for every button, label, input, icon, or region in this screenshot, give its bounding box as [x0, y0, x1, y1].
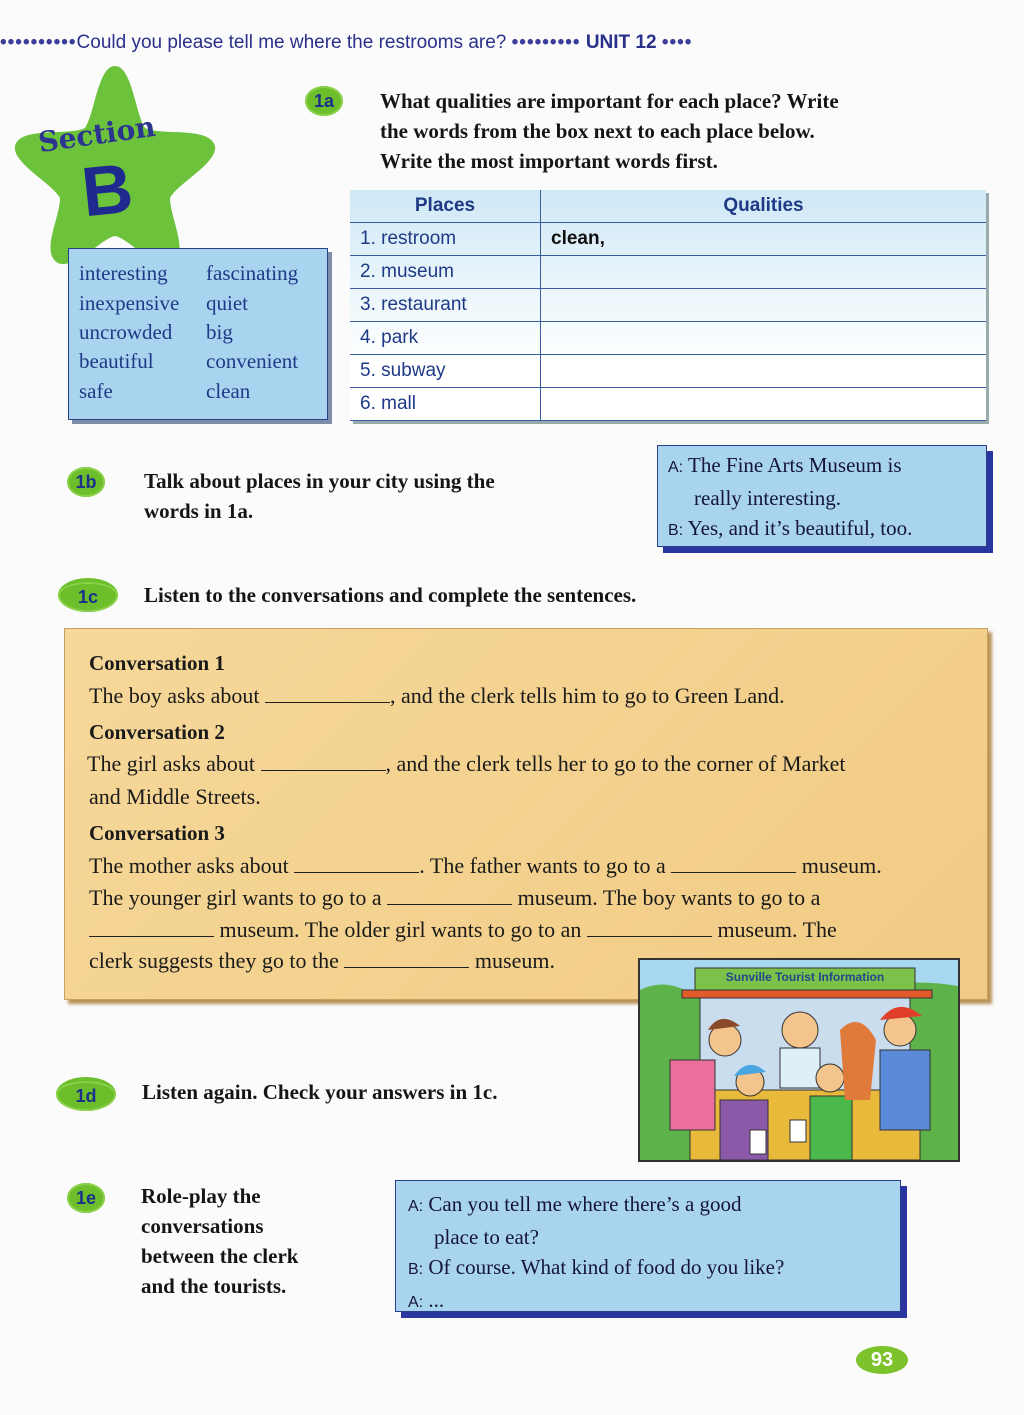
section-letter: B — [78, 148, 137, 232]
instruction-1e — [141, 1181, 381, 1301]
places-qualities-table — [350, 190, 986, 421]
tourist-information-illustration — [638, 958, 960, 1162]
section-word: Section — [36, 109, 158, 160]
place-cell: 5. subway — [350, 355, 541, 388]
table-row — [350, 289, 986, 322]
sentence-text: . The father wants to go to a — [419, 853, 666, 878]
sentence-text: museum. — [474, 948, 555, 973]
answer-blank[interactable] — [387, 886, 512, 905]
answer-blank[interactable] — [265, 684, 390, 703]
conversation-2-sentence — [87, 751, 846, 777]
word: convenient — [206, 349, 299, 373]
sentence-text: , and the clerk tells her to go to the corner of Market — [385, 751, 846, 776]
qualities-cell[interactable] — [541, 355, 987, 388]
dialog-line — [668, 513, 986, 546]
answer-blank[interactable] — [587, 918, 712, 937]
word: big — [206, 320, 233, 344]
place-cell: 2. museum — [350, 256, 541, 289]
answer-blank[interactable] — [294, 854, 419, 873]
speaker-label: A: — [668, 459, 684, 476]
column-header-places: Places — [350, 190, 541, 223]
dialog-box-1e — [395, 1180, 901, 1312]
sentence-text: The mother asks about — [89, 853, 289, 878]
conversation-1-sentence — [89, 683, 785, 709]
dialog-line: really interesting. — [694, 486, 841, 510]
word: beautiful — [79, 349, 154, 373]
speaker-label: A: — [408, 1198, 424, 1215]
exercise-badge-1b: 1b — [67, 467, 105, 497]
word-box — [68, 248, 328, 420]
table-row — [350, 388, 986, 421]
unit-label: UNIT 12 — [585, 32, 657, 53]
instruction-1b — [144, 466, 624, 526]
word: clean — [206, 379, 251, 403]
answer-blank[interactable] — [344, 949, 469, 968]
dialog-line: place to eat? — [434, 1225, 539, 1249]
table-row — [350, 322, 986, 355]
conversation-3-line-2 — [89, 885, 820, 911]
dialog-text: ... — [428, 1288, 445, 1312]
place-cell: 4. park — [350, 322, 541, 355]
speaker-label: A: — [408, 1294, 424, 1311]
dialog-text: The Fine Arts Museum is — [688, 453, 902, 477]
sentence-text: The girl asks about — [87, 751, 256, 776]
exercise-badge-1a: 1a — [305, 86, 343, 116]
dialog-line — [668, 450, 986, 483]
page-number: 93 — [856, 1346, 908, 1374]
word: inexpensive — [79, 291, 180, 315]
qualities-cell[interactable]: clean, — [541, 223, 987, 256]
answer-blank[interactable] — [261, 752, 386, 771]
instruction-line: Role-play the — [141, 1184, 261, 1208]
header-dots-mid: ••••••••• — [511, 32, 581, 53]
table-row — [350, 355, 986, 388]
word: safe — [79, 379, 113, 403]
instruction-1c: Listen to the conversations and complete the sentences. — [144, 583, 637, 607]
place-cell: 6. mall — [350, 388, 541, 421]
table-header-row — [350, 190, 986, 223]
word: uncrowded — [79, 320, 173, 344]
answer-blank[interactable] — [671, 854, 796, 873]
speaker-label: B: — [408, 1261, 424, 1278]
dialog-line — [408, 1285, 900, 1318]
instruction-1d: Listen again. Check your answers in 1c. — [142, 1080, 498, 1104]
word: interesting — [79, 261, 168, 285]
sentence-text: , and the clerk tells him to go to Green Land. — [389, 683, 785, 708]
header-dots-left: •••••••••• — [0, 32, 77, 53]
place-cell: 3. restaurant — [350, 289, 541, 322]
qualities-cell[interactable] — [541, 322, 987, 355]
sentence-text: The boy asks about — [89, 683, 260, 708]
exercise-badge-1e: 1e — [67, 1183, 105, 1213]
header-dots-right: •••• — [661, 32, 693, 53]
qualities-cell[interactable] — [541, 256, 987, 289]
place-cell: 1. restroom — [350, 223, 541, 256]
conversation-3-line-4 — [89, 948, 555, 974]
dialog-text: Yes, and it’s beautiful, too. — [687, 516, 913, 540]
conversation-1-title: Conversation 1 — [89, 651, 225, 675]
sentence-text: clerk suggests they go to the — [89, 948, 339, 973]
exercise-badge-1d: 1d — [56, 1077, 116, 1111]
instruction-line: Talk about places in your city using the — [144, 469, 495, 493]
conversation-2-title: Conversation 2 — [89, 720, 225, 744]
header-title: Could you please tell me where the restrooms are? — [76, 32, 507, 53]
answer-blank[interactable] — [89, 918, 214, 937]
table-row — [350, 223, 986, 256]
column-header-qualities: Qualities — [541, 190, 987, 223]
conversation-3-line-3 — [89, 917, 837, 943]
instruction-line: between the clerk — [141, 1244, 299, 1268]
instruction-line: and the tourists. — [141, 1274, 287, 1298]
instruction-line: the words from the box next to each place below. — [380, 119, 815, 143]
conversation-3-title: Conversation 3 — [89, 821, 225, 845]
word: quiet — [206, 291, 248, 315]
table-row — [350, 256, 986, 289]
dialog-text: Of course. What kind of food do you like? — [428, 1255, 785, 1279]
speaker-label: B: — [668, 522, 684, 539]
sentence-text: museum. The older girl wants to go to an — [219, 917, 582, 942]
conversation-box — [64, 628, 988, 1000]
sentence-text: museum. The — [717, 917, 837, 942]
instruction-line: Write the most important words first. — [380, 149, 718, 173]
dialog-text: Can you tell me where there’s a good — [428, 1192, 742, 1216]
instruction-line: conversations — [141, 1214, 264, 1238]
instruction-1a — [380, 86, 1000, 176]
qualities-cell[interactable] — [541, 289, 987, 322]
dialog-box-1b — [657, 445, 987, 547]
sentence-text: museum. The boy wants to go to a — [517, 885, 821, 910]
dialog-line — [408, 1189, 900, 1222]
conversation-2-sentence-cont: and Middle Streets. — [89, 784, 261, 809]
tourist-info-sign: Sunville Tourist Information — [725, 970, 885, 984]
sentence-text: museum. — [801, 853, 882, 878]
word: fascinating — [206, 261, 299, 285]
sentence-text: The younger girl wants to go to a — [89, 885, 382, 910]
exercise-badge-1c: 1c — [58, 578, 118, 612]
qualities-cell[interactable] — [541, 388, 987, 421]
instruction-line: What qualities are important for each place? Write — [380, 89, 839, 113]
instruction-line: words in 1a. — [144, 499, 254, 523]
tourist-booth-scene-icon — [640, 960, 958, 1160]
conversation-3-line-1 — [89, 853, 882, 879]
dialog-line — [408, 1252, 900, 1285]
